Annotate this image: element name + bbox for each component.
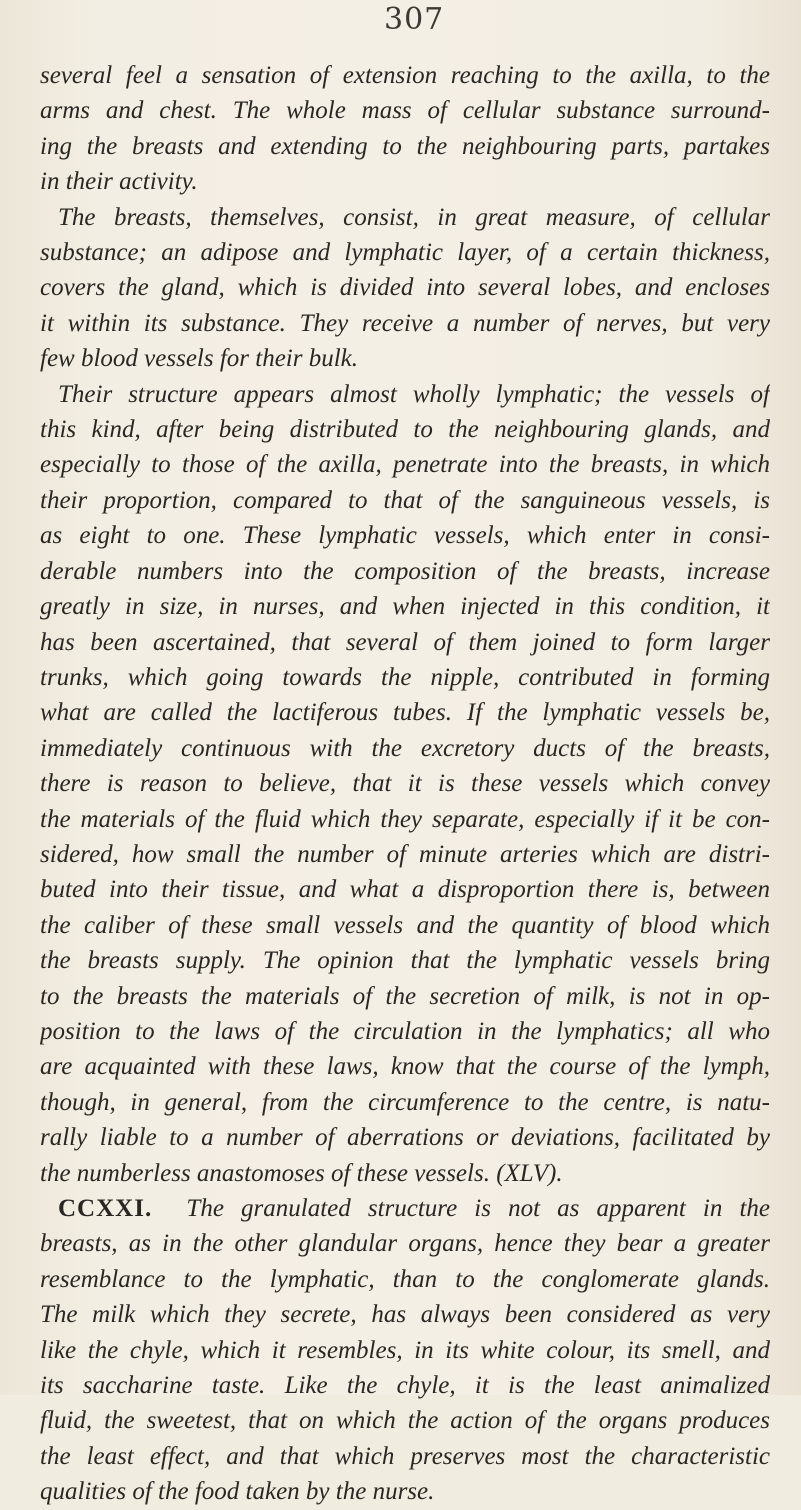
text-line: few blood vessels for their bulk. <box>40 345 359 373</box>
text-line: Their structure appears almost wholly lymphatic; the vessels of <box>58 380 770 408</box>
paragraph <box>40 200 770 377</box>
text-line: greatly in size, in nurses, and when injected in this condition, it <box>40 593 770 621</box>
text-line: the least effect, and that which preserves most the characteristic <box>40 1442 770 1470</box>
text-line: breasts, as in the other glandular organs, hence they bear a greater <box>40 1230 770 1258</box>
text-line: The breasts, themselves, consist, in great measure, of cellular <box>58 203 770 231</box>
text-line: especially to those of the axilla, penetrate into the breasts, in which <box>40 451 770 479</box>
text-line: sidered, how small the number of minute arteries which are distri- <box>40 840 770 868</box>
text-line: are acquainted with these laws, know that the course of the lymph, <box>40 1053 770 1081</box>
text-line: covers the gland, which is divided into several lobes, and encloses <box>40 274 770 302</box>
text-line: like the chyle, which it resembles, in its white colour, its smell, and <box>40 1336 770 1364</box>
text-line: this kind, after being distributed to the neighbouring glands, and <box>40 416 770 444</box>
text-line: what are called the lactiferous tubes. If the lymphatic vessels be, <box>40 699 770 727</box>
text-line: in their activity. <box>40 168 198 196</box>
text-line <box>40 1191 770 1226</box>
text-line: derable numbers into the composition of the breasts, increase <box>40 557 770 585</box>
text-line: qualities of the food taken by the nurse. <box>40 1478 435 1506</box>
text-line: several feel a sensation of extension reaching to the axilla, to the <box>40 62 770 89</box>
text-line: as eight to one. These lymphatic vessels, which enter in consi- <box>40 522 770 550</box>
page-number: 307 <box>384 2 445 37</box>
text-line: buted into their tissue, and what a disproportion there is, between <box>40 876 770 904</box>
text-line: has been ascertained, that several of them joined to form larger <box>40 628 770 656</box>
text-line: immediately continuous with the excretory ducts of the breasts, <box>40 734 770 762</box>
text-line: trunks, which going towards the nipple, contributed in forming <box>40 663 770 691</box>
text-line: the caliber of these small vessels and the quantity of blood which <box>40 911 770 939</box>
text-line: fluid, the sweetest, that on which the action of the organs produces <box>40 1407 770 1435</box>
text-line: their proportion, compared to that of the sanguineous vessels, is <box>40 486 770 514</box>
paragraph <box>40 377 770 1191</box>
text-line: the breasts supply. The opinion that the lymphatic vessels bring <box>40 947 770 975</box>
text-line: the numberless anastomoses of these vessels. (XLV). <box>40 1159 563 1187</box>
text-line: though, in general, from the circumference to the centre, is natu- <box>40 1088 770 1116</box>
paragraph <box>40 58 770 200</box>
text-line: ing the breasts and extending to the neighbouring parts, partakes <box>40 132 770 160</box>
text-line: there is reason to believe, that it is these vessels which convey <box>40 770 770 798</box>
text-line-content: The granulated structure is not as apparent in the <box>186 1195 770 1222</box>
text-line: arms and chest. The whole mass of cellular substance surround- <box>40 97 770 125</box>
text-line: to the breasts the materials of the secretion of milk, is not in op- <box>40 982 770 1010</box>
paragraph <box>40 1191 770 1510</box>
text-line: it within its substance. They receive a number of nerves, but very <box>40 309 770 337</box>
text-line: substance; an adipose and lymphatic layer, of a certain thickness, <box>40 239 770 267</box>
body-text <box>40 58 770 1510</box>
text-line: rally liable to a number of aberrations or deviations, facilitated by <box>40 1124 770 1152</box>
text-line: the materials of the fluid which they separate, especially if it be con- <box>40 805 770 833</box>
text-line: its saccharine taste. Like the chyle, it is the least animalized <box>40 1372 770 1400</box>
text-line: resemblance to the lymphatic, than to the conglomerate glands. <box>40 1265 770 1293</box>
text-line: The milk which they secrete, has always been considered as very <box>40 1301 770 1329</box>
section-number: CCXXI. <box>58 1195 153 1222</box>
text-line: position to the laws of the circulation in the lymphatics; all who <box>40 1017 770 1045</box>
